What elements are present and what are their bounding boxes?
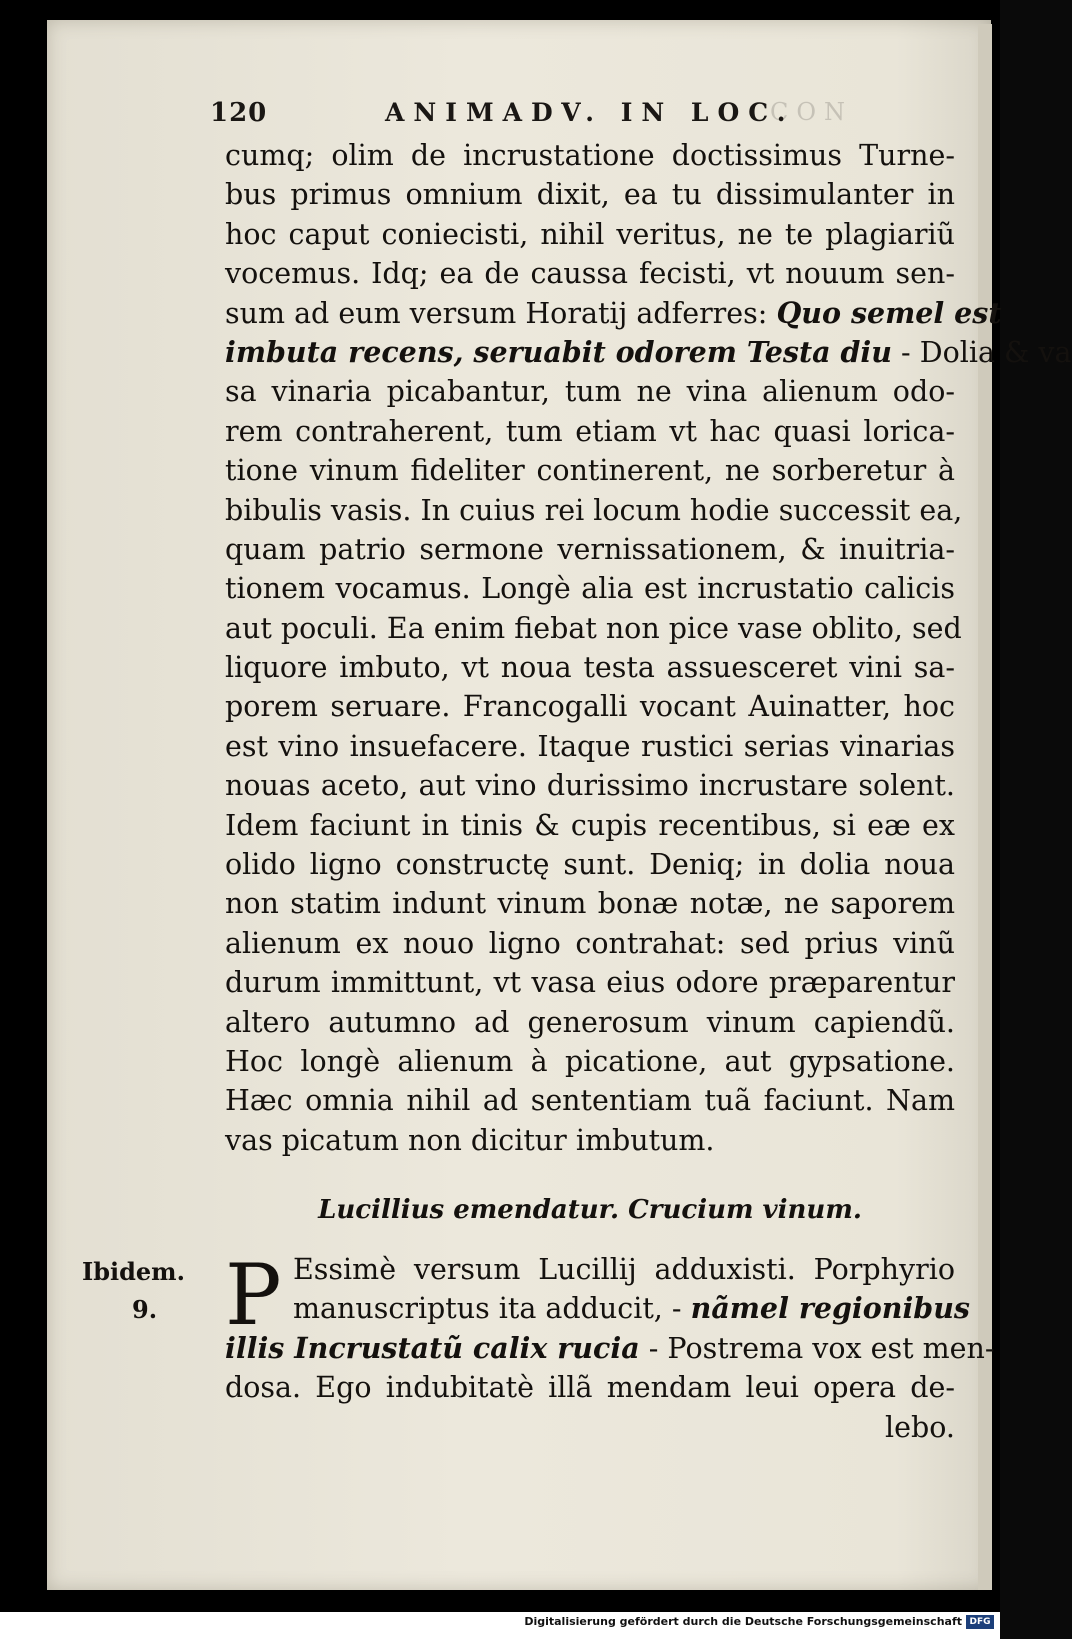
- text-line: quam patrio sermone vernissationem, & inuitria-: [225, 532, 955, 566]
- text-line: vocemus. Idq; ea de caussa fecisti, vt nouum sen-: [225, 257, 955, 291]
- text-line: olido ligno constructę sunt. Deniq; in dolia noua: [225, 848, 955, 882]
- text-line: dosa. Ego indubitatè illã mendam leui opera de-: [225, 1371, 955, 1405]
- page-number: 120: [210, 98, 268, 128]
- text-line: Idem faciunt in tinis & cupis recentibus, si eæ ex: [225, 808, 955, 842]
- text-line: hoc caput coniecisti, nihil veritus, ne te plagiariũ: [225, 217, 955, 251]
- margin-note-number: 9.: [132, 1295, 158, 1324]
- text-line: Essimè versum Lucillij adduxisti. Porphyrio: [293, 1253, 955, 1286]
- text-segment: manuscriptus ita adducit, -: [293, 1292, 691, 1326]
- text-line: [225, 294, 1002, 333]
- running-head-title: ANIMADV. IN LOC.: [385, 98, 795, 127]
- italic-quote: nãmel regionibus: [690, 1291, 970, 1326]
- text-line: non statim indunt vinum bonæ notæ, ne saporem: [225, 887, 955, 921]
- text-line: tionem vocamus. Longè alia est incrustatio calicis: [225, 572, 955, 606]
- text-line: aut poculi. Ea enim fiebat non pice vase oblito, sed: [225, 611, 962, 645]
- running-head: [210, 98, 940, 134]
- section-heading: Lucillius emendatur. Crucium vinum.: [318, 1195, 862, 1225]
- text-line: durum immittunt, vt vasa eius odore præparentur: [225, 966, 955, 1000]
- text-line: [225, 333, 1072, 372]
- text-line: sa vinaria picabantur, tum ne vina alienum odo-: [225, 375, 955, 409]
- italic-quote: Quo semel est: [776, 295, 1002, 330]
- text-line: est vino insuefacere. Itaque rustici serias vinarias: [225, 729, 955, 763]
- text-segment: sum ad eum versum Horatij adferres:: [225, 296, 777, 330]
- margin-note-label: Ibidem.: [82, 1257, 185, 1286]
- text-line: bus primus omnium dixit, ea tu dissimulanter in: [225, 178, 955, 212]
- text-line: Hoc longè alienum à picatione, aut gypsatione.: [225, 1044, 955, 1078]
- text-line: cumq; olim de incrustatione doctissimus Turne-: [225, 139, 955, 172]
- text-line: tione vinum fideliter continerent, ne sorberetur à: [225, 454, 955, 488]
- main-paragraph: [225, 136, 1072, 1160]
- italic-quote: imbuta recens, seruabit odorem Testa diu: [225, 334, 892, 369]
- footer-credit: Digitalisierung gefördert durch die Deutsche Forschungsgemeinschaft: [524, 1615, 962, 1628]
- second-paragraph: [225, 1246, 995, 1447]
- text-line: bibulis vasis. In cuius rei locum hodie successit ea,: [225, 493, 963, 527]
- text-line: [225, 1289, 970, 1328]
- text-line: lebo.: [885, 1410, 955, 1444]
- text-line: altero autumno ad generosum vinum capiendũ.: [225, 1005, 955, 1039]
- running-head-bleed-through: CON: [770, 98, 854, 126]
- text-line: [225, 1329, 995, 1368]
- text-line: rem contraherent, tum etiam vt hac quasi lorica-: [225, 414, 955, 448]
- margin-note: [82, 1253, 192, 1329]
- text-line: porem seruare. Francogalli vocant Auinatter, hoc: [225, 690, 955, 724]
- text-line: liquore imbuto, vt noua testa assuesceret vini sa-: [225, 651, 955, 685]
- dfg-logo: DFG: [966, 1615, 994, 1629]
- text-segment: - Dolia & va: [891, 335, 1072, 369]
- text-line: alienum ex nouo ligno contrahat: sed prius vinũ: [225, 926, 955, 960]
- text-segment: - Postrema vox est men-: [639, 1331, 995, 1365]
- text-line: Hæc omnia nihil ad sententiam tuã faciunt. Nam: [225, 1084, 955, 1118]
- text-line: nouas aceto, aut vino durissimo incrustare solent.: [225, 769, 955, 803]
- italic-quote: illis Incrustatũ calix rucia: [225, 1330, 640, 1365]
- drop-cap: P: [225, 1246, 282, 1344]
- text-line: vas picatum non dicitur imbutum.: [225, 1123, 715, 1157]
